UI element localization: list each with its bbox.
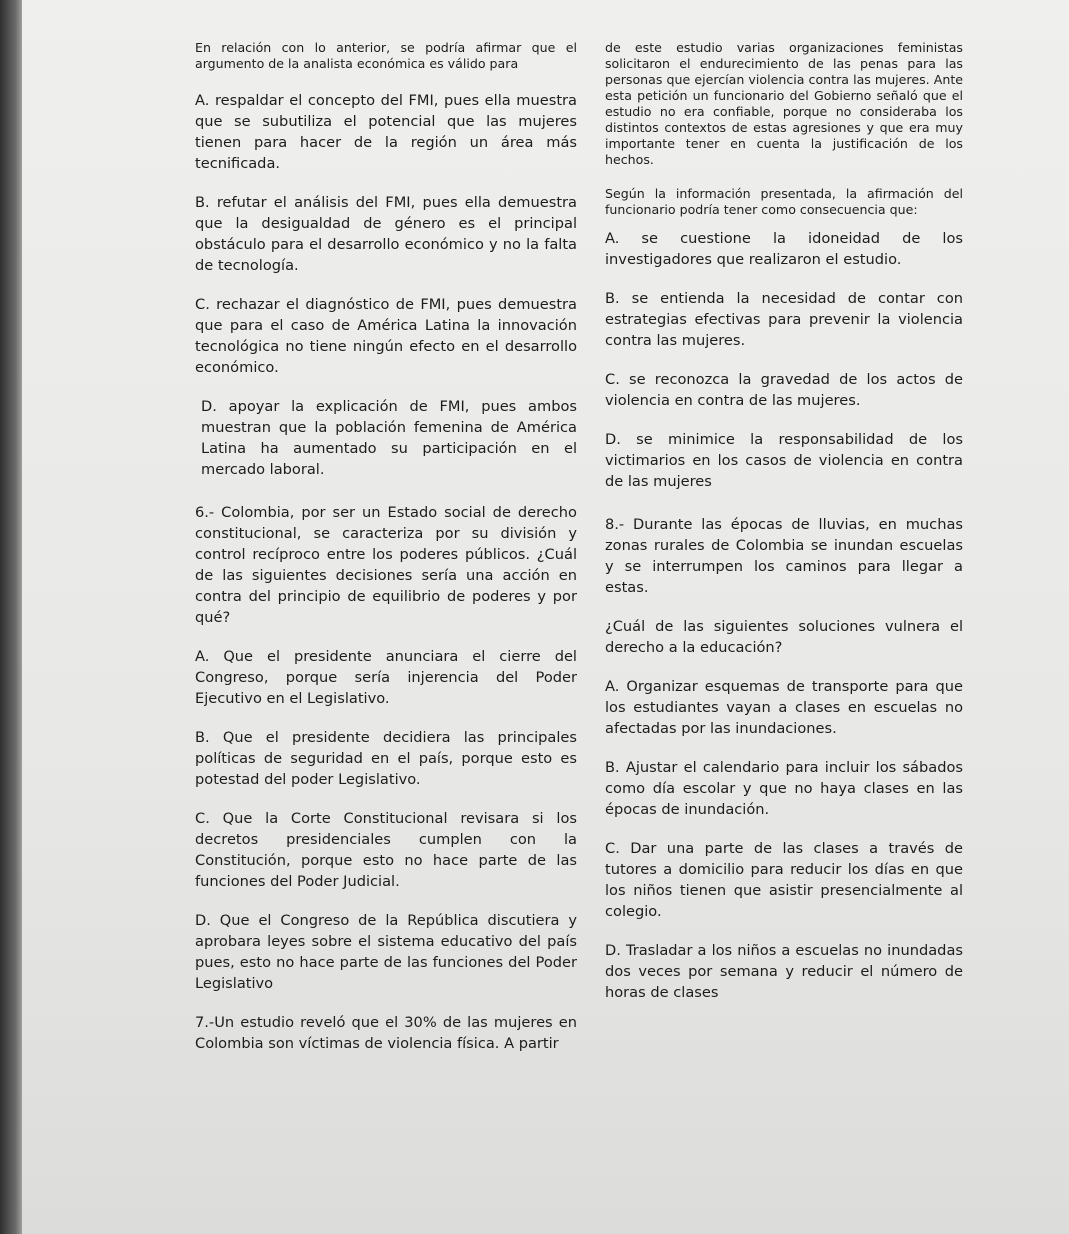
left-column	[195, 40, 577, 1054]
q7-option-d: D. se minimice la responsabilidad de los victimarios en los casos de violencia en contra de las mujeres	[605, 431, 963, 490]
q7-stem: 7.-Un estudio reveló que el 30% de las mujeres en Colombia son víctimas de violencia física. A partir	[195, 1014, 577, 1052]
q8-option-d: D. Trasladar a los niños a escuelas no inundadas dos veces por semana y reducir el número de horas de clases	[605, 942, 963, 1001]
q8-option-a: A. Organizar esquemas de transporte para que los estudiantes vayan a clases en escuelas no afectadas por las inundaciones.	[605, 678, 963, 737]
q7-option-c: C. se reconozca la gravedad de los actos de violencia en contra de las mujeres.	[605, 371, 963, 409]
q5-option-b: B. refutar el análisis del FMI, pues ella demuestra que la desigualdad de género es el principal obstáculo para el desarrollo económico y no la falta de tecnología.	[195, 194, 577, 274]
q8-option-c: C. Dar una parte de las clases a través de tutores a domicilio para reducir los días en que los niños tienen que asistir presencialmente al colegio.	[605, 840, 963, 920]
q8-stem: 8.- Durante las épocas de lluvias, en muchas zonas rurales de Colombia se inundan escuelas y se interrumpen los caminos para llegar a estas.	[605, 516, 963, 596]
q6-option-a: A. Que el presidente anunciara el cierre del Congreso, porque sería injerencia del Poder Ejecutivo en el Legislativo.	[195, 648, 577, 707]
q5-intro: En relación con lo anterior, se podría afirmar que el argumento de la analista económica es válido para	[195, 40, 577, 71]
q6-option-b: B. Que el presidente decidiera las principales políticas de seguridad en el país, porque esto es potestad del poder Legislativo.	[195, 729, 577, 788]
q5-option-d: D. apoyar la explicación de FMI, pues ambos muestran que la población femenina de América Latina ha aumentado su participación en el mercado laboral.	[201, 398, 577, 478]
q5-option-c: C. rechazar el diagnóstico de FMI, pues demuestra que para el caso de América Latina la innovación tecnológica no tiene ningún efecto en el desarrollo económico.	[195, 296, 577, 376]
q5-option-a: A. respaldar el concepto del FMI, pues ella muestra que se subutiliza el potencial que las mujeres tienen para hacer de la región un área más tecnificada.	[195, 92, 577, 172]
q8-option-b: B. Ajustar el calendario para incluir los sábados como día escolar y que no haya clases en las épocas de inundación.	[605, 759, 963, 818]
q6-option-c: C. Que la Corte Constitucional revisara si los decretos presidenciales cumplen con la Constitución, porque esto no hace parte de las funciones del Poder Judicial.	[195, 810, 577, 890]
right-column	[605, 40, 963, 1003]
q7-question: Según la información presentada, la afirmación del funcionario podría tener como consecuencia que:	[605, 186, 963, 217]
q7-continuation: de este estudio varias organizaciones feministas solicitaron el endurecimiento de las penas para las personas que ejercían violencia contra las mujeres. Ante esta petición un funcionario del Gobierno señaló que el estudio no era confiable, porque no consideraba los distintos contextos de estas agresiones y que era muy importante tener en cuenta la justificación de los hechos.	[605, 40, 963, 167]
q7-option-a: A. se cuestione la idoneidad de los investigadores que realizaron el estudio.	[605, 230, 963, 268]
q6-option-d: D. Que el Congreso de la República discutiera y aprobara leyes sobre el sistema educativo del país pues, esto no hace parte de las funciones del Poder Legislativo	[195, 912, 577, 992]
q7-option-b: B. se entienda la necesidad de contar con estrategias efectivas para prevenir la violencia contra las mujeres.	[605, 290, 963, 349]
q8-question: ¿Cuál de las siguientes soluciones vulnera el derecho a la educación?	[605, 618, 963, 656]
q6-stem: 6.- Colombia, por ser un Estado social de derecho constitucional, se caracteriza por su división y control recíproco entre los poderes públicos. ¿Cuál de las siguientes decisiones sería una acción en contra del principio de equilibrio de poderes y por qué?	[195, 504, 577, 626]
